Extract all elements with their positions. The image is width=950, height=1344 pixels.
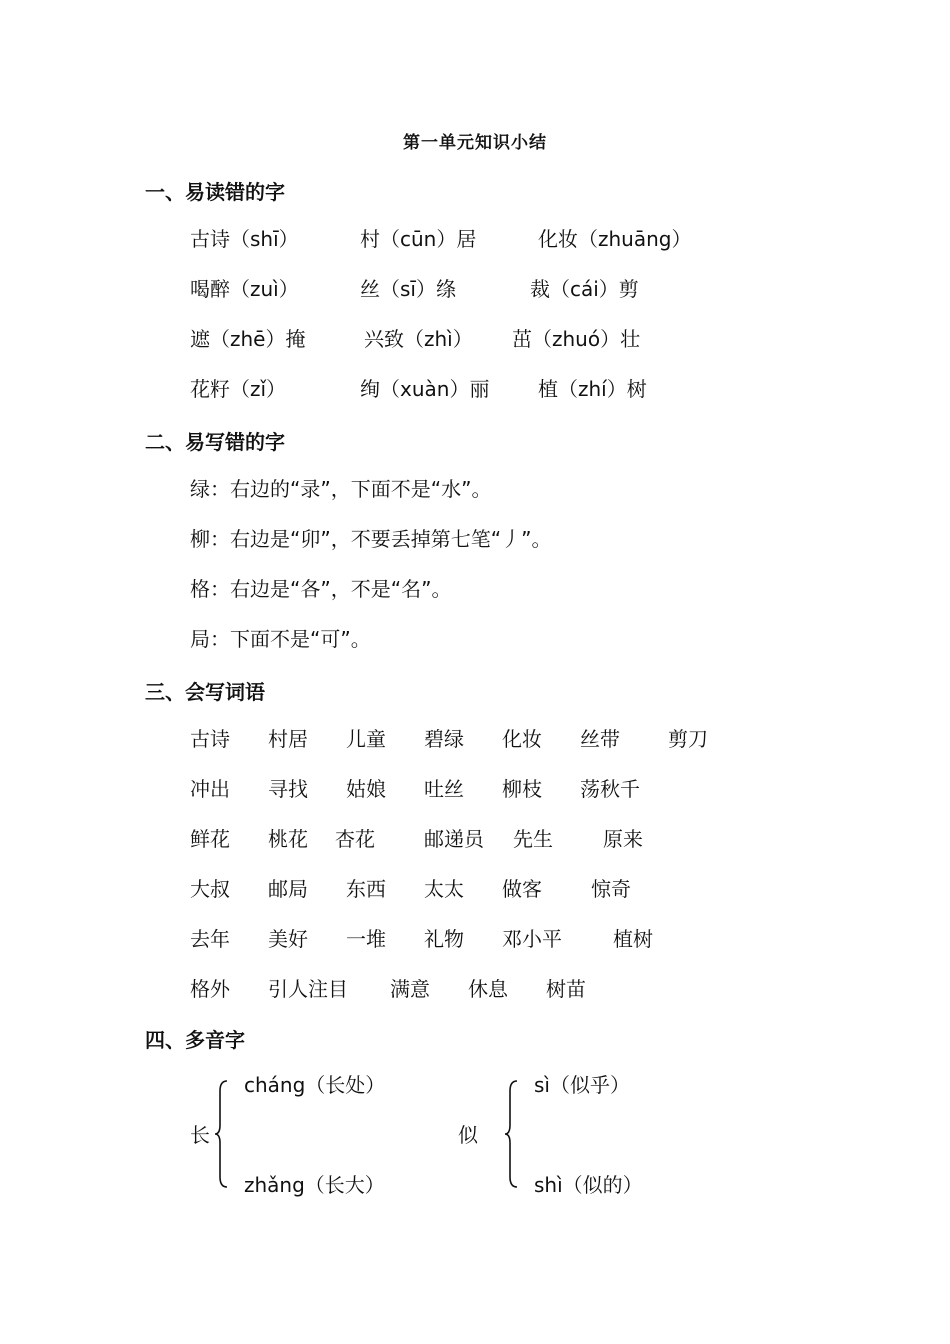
word-item: 邓小平: [502, 927, 562, 951]
word-item: 古诗: [190, 727, 230, 751]
pinyin-item: 兴致（zhì）: [364, 327, 473, 351]
word-item: 树苗: [546, 977, 586, 1001]
word-item: 一堆: [346, 927, 386, 951]
word-item: 先生: [513, 827, 553, 851]
writing-note: 格：右边是“各”，不是“名”。: [190, 577, 452, 601]
word-item: 惊奇: [591, 877, 631, 901]
word-item: 化妆: [502, 727, 542, 751]
pinyin-item: 丝（sī）绦: [360, 277, 456, 301]
word-item: 鲜花: [190, 827, 230, 851]
word-item: 休息: [468, 977, 508, 1001]
pinyin-item: 村（cūn）居: [360, 227, 477, 251]
pinyin-item: 茁（zhuó）壮: [512, 327, 641, 351]
section-heading-2: 二、易写错的字: [145, 430, 285, 454]
left-brace-icon: [214, 1079, 228, 1189]
pinyin-item: 古诗（shī）: [190, 227, 299, 251]
word-item: 大叔: [190, 877, 230, 901]
writing-note: 局：下面不是“可”。: [190, 627, 371, 651]
section-heading-3: 三、会写词语: [145, 680, 265, 704]
word-item: 姑娘: [346, 777, 386, 801]
word-item: 格外: [190, 977, 230, 1001]
pinyin-item: 遮（zhē）掩: [190, 327, 306, 351]
polyphone-char: 长: [190, 1123, 210, 1147]
section-heading-4: 四、多音字: [145, 1028, 245, 1052]
writing-note: 绿：右边的“录”，下面不是“水”。: [190, 477, 492, 501]
word-item: 杏花: [335, 827, 375, 851]
pinyin-item: 植（zhí）树: [538, 377, 647, 401]
polyphone-reading: zhǎng（长大）: [244, 1173, 385, 1197]
word-item: 太太: [424, 877, 464, 901]
polyphone-reading: sì（似乎）: [534, 1073, 630, 1097]
pinyin-item: 花籽（zǐ）: [190, 377, 287, 401]
word-item: 冲出: [190, 777, 230, 801]
pinyin-item: 化妆（zhuāng）: [538, 227, 692, 251]
word-item: 东西: [346, 877, 386, 901]
word-item: 桃花: [268, 827, 308, 851]
word-item: 柳枝: [502, 777, 542, 801]
word-item: 邮局: [268, 877, 308, 901]
polyphone-reading: shì（似的）: [534, 1173, 643, 1197]
section-heading-1: 一、易读错的字: [145, 180, 285, 204]
word-item: 植树: [613, 927, 653, 951]
word-item: 儿童: [346, 727, 386, 751]
pinyin-item: 绚（xuàn）丽: [360, 377, 490, 401]
word-item: 去年: [190, 927, 230, 951]
word-item: 吐丝: [424, 777, 464, 801]
word-item: 荡秋千: [580, 777, 640, 801]
pinyin-item: 喝醉（zuì）: [190, 277, 299, 301]
word-item: 美好: [268, 927, 308, 951]
left-brace-icon: [504, 1079, 518, 1189]
polyphone-reading: cháng（长处）: [244, 1073, 386, 1097]
page-title: 第一单元知识小结: [403, 133, 547, 153]
pinyin-item: 裁（cái）剪: [530, 277, 639, 301]
word-item: 碧绿: [424, 727, 464, 751]
word-item: 剪刀: [668, 727, 708, 751]
word-item: 原来: [603, 827, 643, 851]
word-item: 邮递员: [424, 827, 484, 851]
polyphone-char: 似: [458, 1123, 478, 1147]
word-item: 村居: [268, 727, 308, 751]
word-item: 寻找: [268, 777, 308, 801]
word-item: 做客: [502, 877, 542, 901]
word-item: 引人注目: [268, 977, 348, 1001]
writing-note: 柳：右边是“卯”，不要丢掉第七笔“丿”。: [190, 527, 552, 551]
word-item: 礼物: [424, 927, 464, 951]
word-item: 满意: [390, 977, 430, 1001]
word-item: 丝带: [580, 727, 620, 751]
